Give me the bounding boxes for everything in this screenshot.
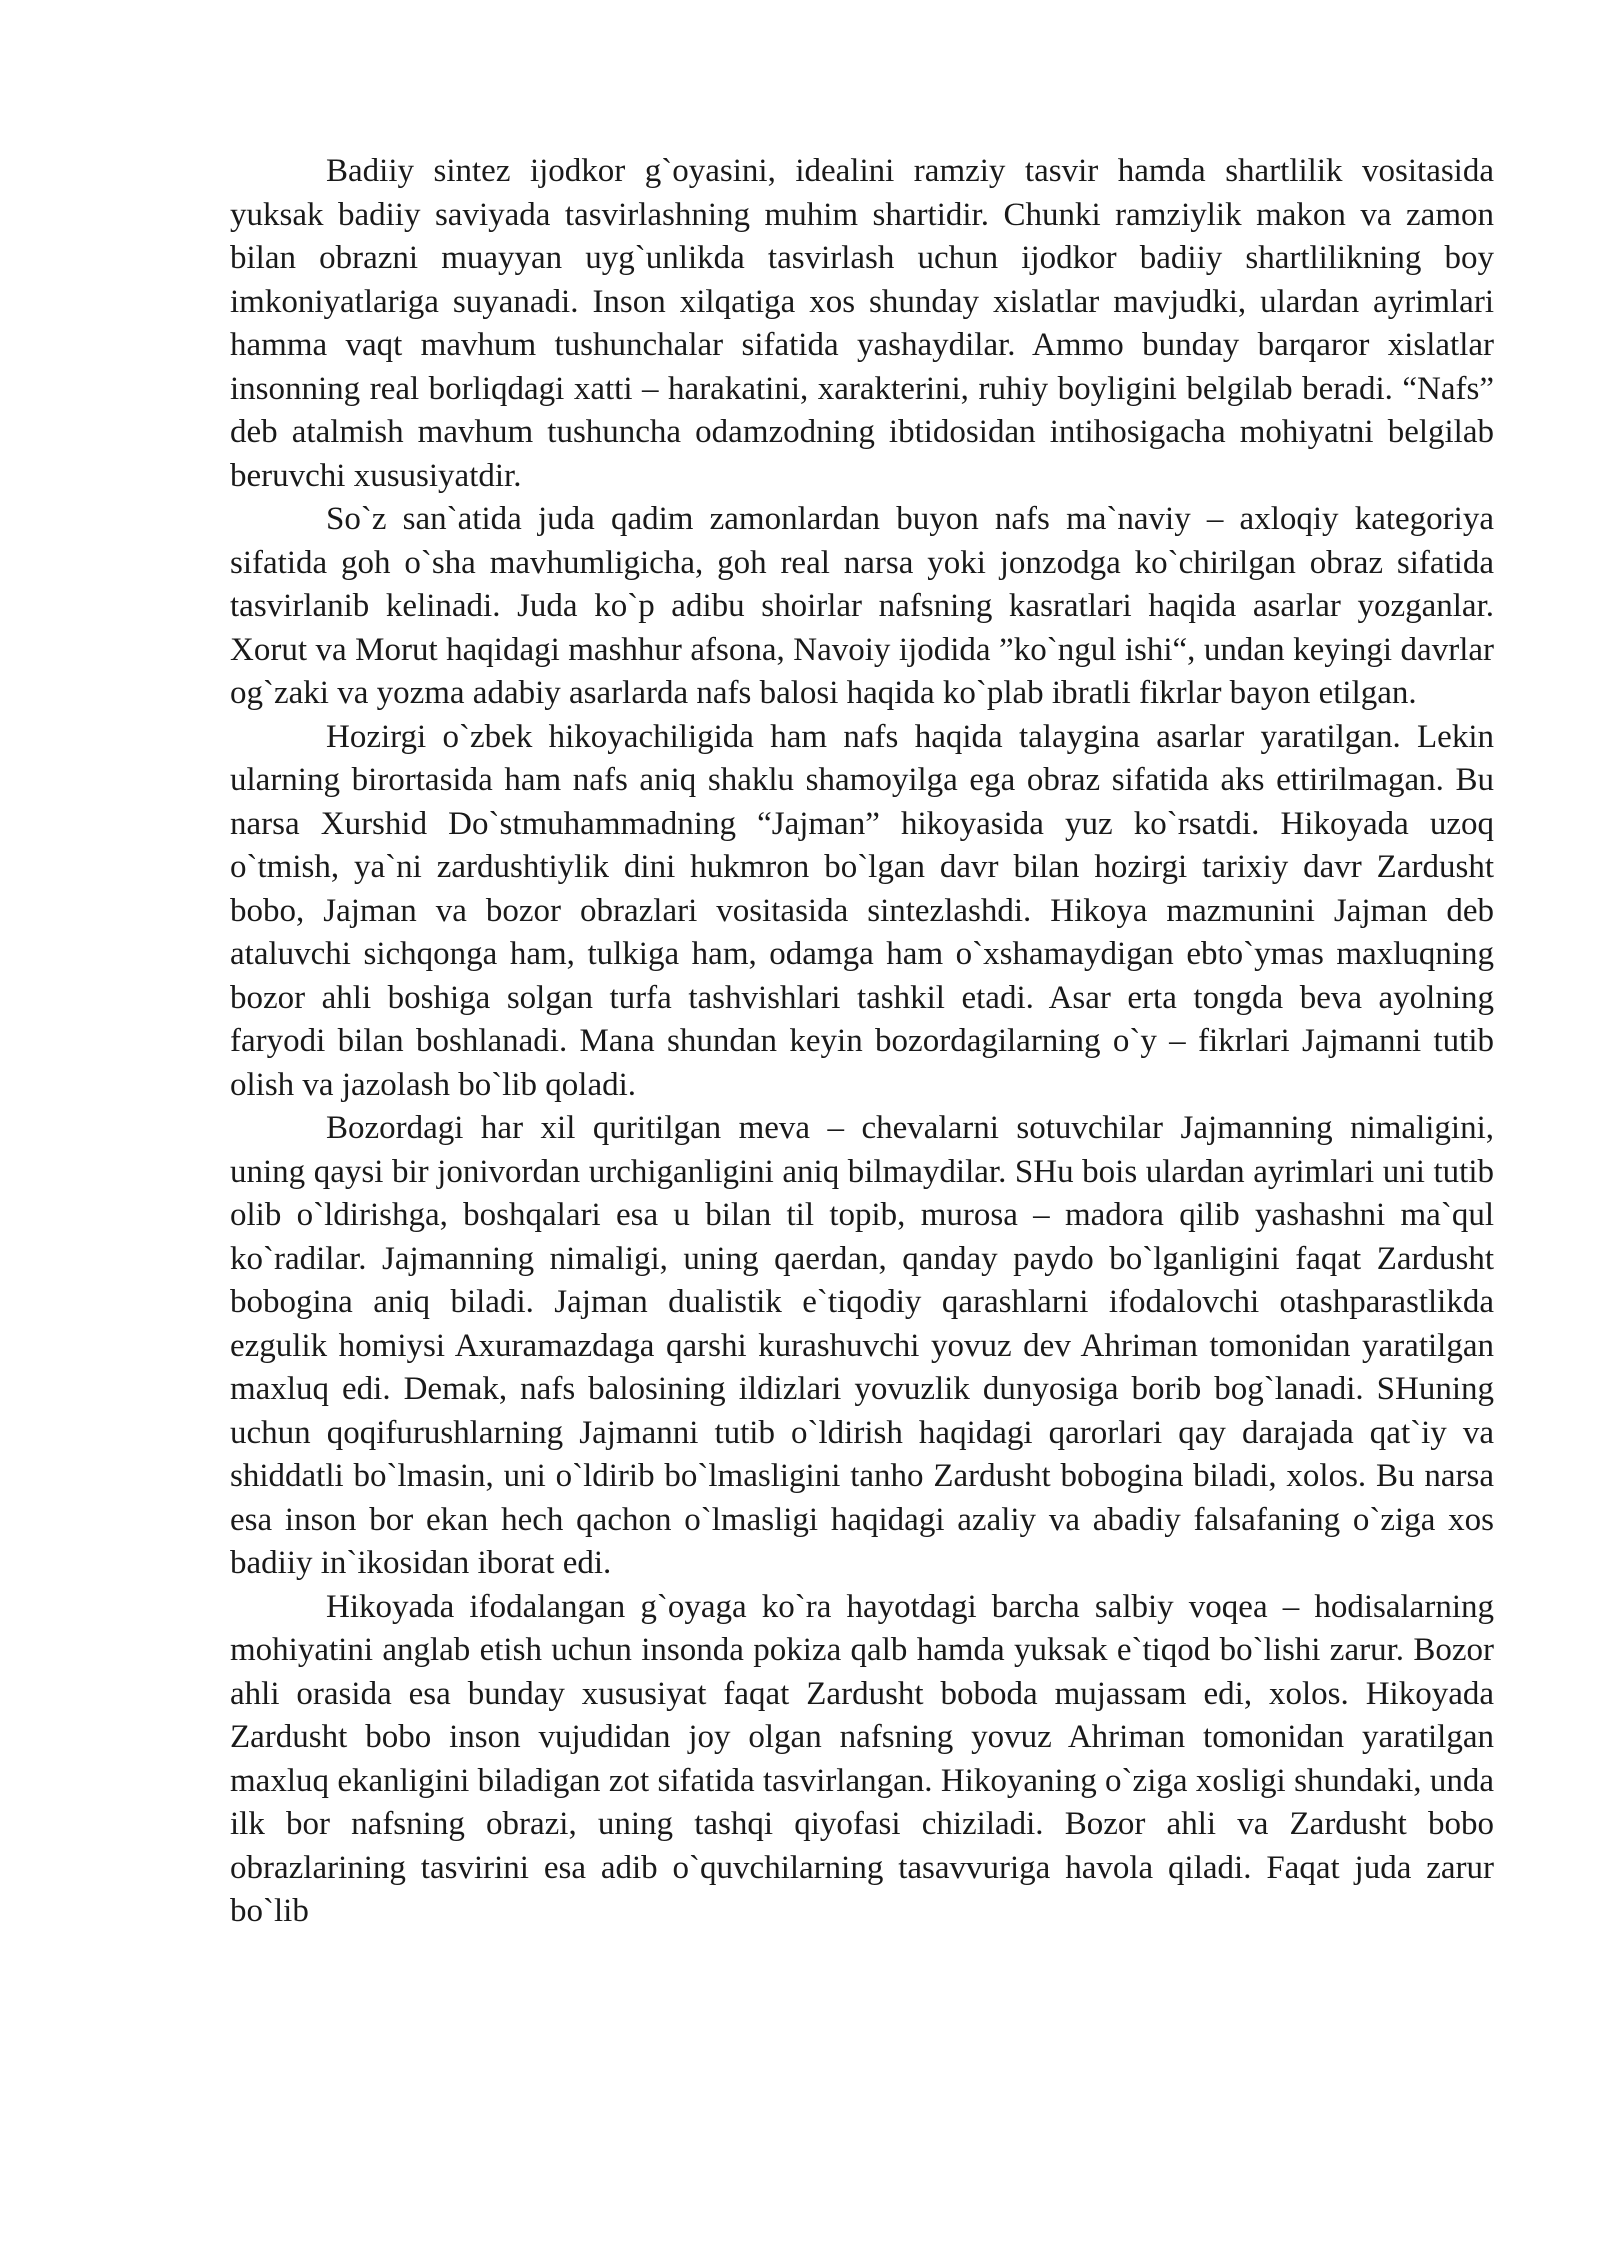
paragraph: Hozirgi o`zbek hikoyachiligida ham nafs haqida talaygina asarlar yaratilgan. Lekin ularning birortasida ham nafs aniq shaklu shamoyilga ega obraz sifatida aks ettirilmagan. Bu narsa Xurshid Do`stmuhammadning “Jajman” hikoyasida yuz ko`rsatdi. Hikoyada uzoq o`tmish, ya`ni zardushtiylik dini hukmron bo`lgan davr bilan hozirgi tarixiy davr Zardusht bobo, Jajman va bozor obrazlari vositasida sintezlashdi. Hikoya mazmunini Jajman deb ataluvchi sichqonga ham, tulkiga ham, odamga ham o`xshamaydigan ebto`ymas maxluqning bozor ahli boshiga solgan turfa tashvishlari tashkil etadi. Asar erta tongda beva ayolning faryodi bilan boshlanadi. Mana shundan keyin bozordagilarning o`y – fikrlari Jajmanni tutib olish va jazolash bo`lib qoladi. [230,718,1494,1103]
paragraph: Hikoyada ifodalangan g`oyaga ko`ra hayotdagi barcha salbiy voqea – hodisalarning mohiyatini anglab etish uchun insonda pokiza qalb hamda yuksak e`tiqod bo`lishi zarur. Bozor ahli orasida esa bunday xususiyat faqat Zardusht boboda mujassam edi, xolos. Hikoyada Zardusht bobo inson vujudidan joy olgan nafsning yovuz Ahriman tomonidan yaratilgan maxluq ekanligini biladigan zot sifatida tasvirlangan. Hikoyaning o`ziga xosligi shundaki, unda ilk bor nafsning obrazi, uning tashqi qiyofasi chiziladi. Bozor ahli va Zardusht bobo obrazlarining tasvirini esa adib o`quvchilarning tasavvuriga havola qiladi. Faqat juda zarur bo`lib [230,1588,1494,1929]
paragraph: So`z san`atida juda qadim zamonlardan buyon nafs ma`naviy – axloqiy kategoriya sifatida goh o`sha mavhumligicha, goh real narsa yoki jonzodga ko`chirilgan obraz sifatida tasvirlanib kelinadi. Juda ko`p adibu shoirlar nafsning kasratlari haqida asarlar yozganlar. Xorut va Morut haqidagi mashhur afsona, Navoiy ijodida ”ko`ngul ishi“, undan keyingi davrlar og`zaki va yozma adabiy asarlarda nafs balosi haqida ko`plab ibratli fikrlar bayon etilgan. [230,501,1494,711]
body-text [230,150,1494,1934]
paragraph: Badiiy sintez ijodkor g`oyasini, idealini ramziy tasvir hamda shartlilik vositasida yuksak badiiy saviyada tasvirlashning muhim shartidir. Chunki ramziylik makon va zamon bilan obrazni muayyan uyg`unlikda tasvirlash uchun ijodkor badiiy shartlilikning boy imkoniyatlariga suyanadi. Inson xilqatiga xos shunday xislatlar mavjudki, ulardan ayrimlari hamma vaqt mavhum tushunchalar sifatida yashaydilar. Ammo bunday barqaror xislatlar insonning real borliqdagi xatti – harakatini, xarakterini, ruhiy boyligini belgilab beradi. “Nafs” deb atalmish mavhum tushuncha odamzodning ibtidosidan intihosigacha mohiyatni belgilab beruvchi xususiyatdir. [230,153,1494,494]
paragraph: Bozordagi har xil quritilgan meva – chevalarni sotuvchilar Jajmanning nimaligini, uning qaysi bir jonivordan urchiganligini aniq bilmaydilar. SHu bois ulardan ayrimlari uni tutib olib o`ldirishga, boshqalari esa u bilan til topib, murosa – madora qilib yashashni ma`qul ko`radilar. Jajmanning nimaligi, uning qaerdan, qanday paydo bo`lganligini faqat Zardusht bobogina aniq biladi. Jajman dualistik e`tiqodiy qarashlarni ifodalovchi otashparastlikda ezgulik homiysi Axuramazdaga qarshi kurashuvchi yovuz dev Ahriman tomonidan yaratilgan maxluq edi. Demak, nafs balosining ildizlari yovuzlik dunyosiga borib bog`lanadi. SHuning uchun qoqifurushlarning Jajmanni tutib o`ldirish haqidagi qarorlari qay darajada qat`iy va shiddatli bo`lmasin, uni o`ldirib bo`lmasligini tanho Zardusht bobogina biladi, xolos. Bu narsa esa inson bor ekan hech qachon o`lmasligi haqidagi azaliy va abadiy falsafaning o`ziga xos badiiy in`ikosidan iborat edi. [230,1110,1494,1581]
